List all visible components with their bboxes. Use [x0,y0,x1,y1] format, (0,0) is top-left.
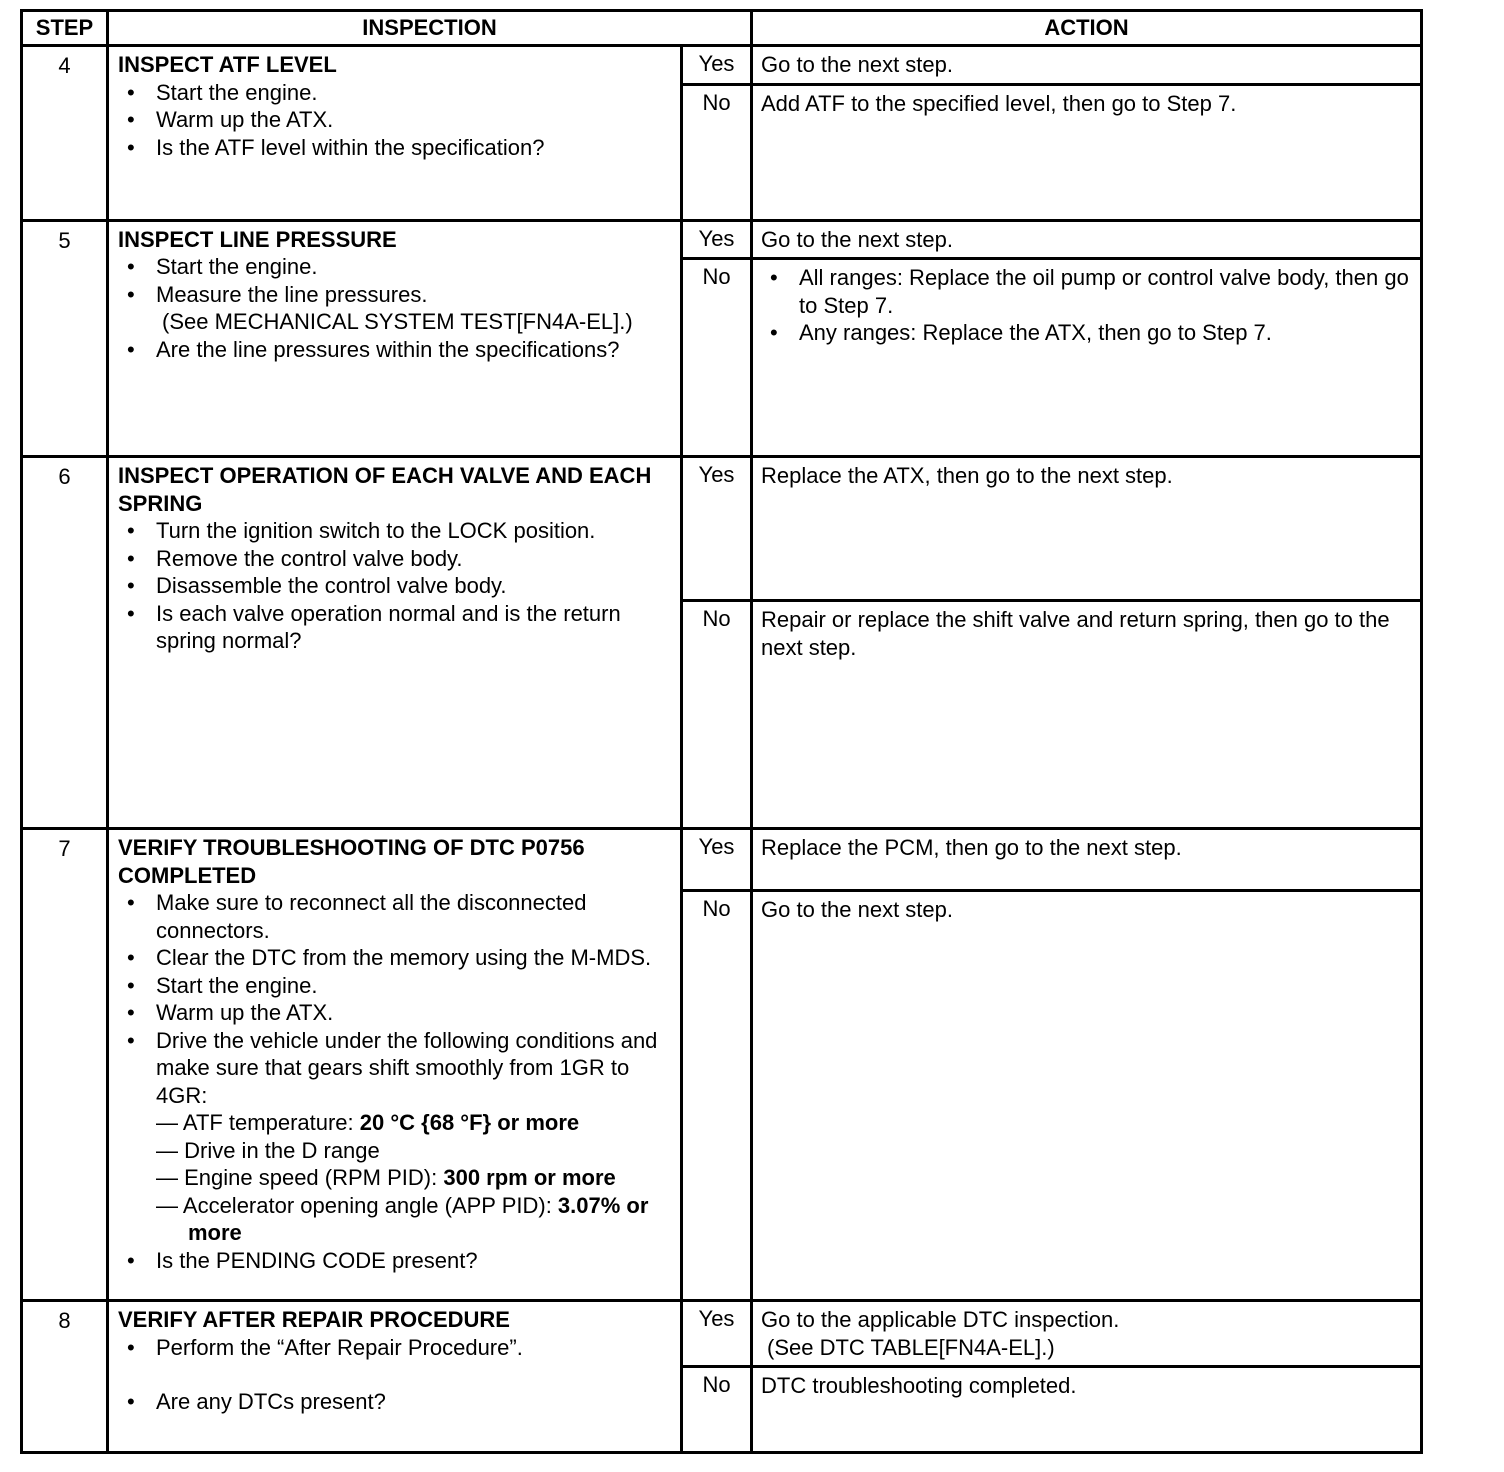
yes-action: Go to the next step. [752,46,1422,85]
yes-action: Replace the PCM, then go to the next step. [752,829,1422,891]
inspection-cell [108,829,682,1301]
list-item: • Start the engine. [118,253,676,281]
list-item: • Start the engine. [118,79,676,107]
yes-label: Yes [682,46,752,85]
no-action: Add ATF to the specified level, then go to Step 7. [752,84,1422,220]
list-item: • Is the ATF level within the specification? [118,134,676,162]
inspection-cell [108,457,682,829]
reference-link[interactable]: (See MECHANICAL SYSTEM TEST[FN4A-EL].) [162,309,633,334]
inspection-cell [108,46,682,221]
condition-label: — Drive in the D range [156,1137,380,1163]
list-item: • Clear the DTC from the memory using the M-MDS. [118,944,676,972]
reference-link[interactable]: (See DTC TABLE[FN4A-EL].) [767,1334,1055,1360]
no-action: Go to the next step. [752,891,1422,1301]
step-number: 8 [22,1301,108,1453]
list-item [118,281,676,336]
list-item: • Remove the control valve body. [118,545,676,573]
inspection-title: VERIFY AFTER REPAIR PROCEDURE [118,1307,510,1332]
condition-item [156,1137,676,1165]
conditions-list [156,1109,676,1247]
list-item: • All ranges: Replace the oil pump or control valve body, then go to Step 7. [761,264,1414,319]
inspection-list [118,253,676,363]
list-item: • Make sure to reconnect all the disconnected connectors. [118,889,676,944]
yes-action [752,1301,1422,1367]
step-number: 4 [22,46,108,221]
yes-label: Yes [682,829,752,891]
step-number: 7 [22,829,108,1301]
list-item: • Perform the “After Repair Procedure”. [118,1334,676,1362]
list-item-text: • Measure the line pressures. [156,281,428,307]
inspection-title: INSPECT OPERATION OF EACH VALVE AND EACH SPRING [118,463,652,516]
condition-label: — Accelerator opening angle (APP PID): [156,1192,558,1218]
yes-label: Yes [682,1301,752,1367]
step-row-4-yes [22,46,1422,85]
inspection-title: INSPECT ATF LEVEL [118,52,337,77]
inspection-title: INSPECT LINE PRESSURE [118,226,397,252]
inspection-list [118,517,676,655]
list-item: • Turn the ignition switch to the LOCK position. [118,517,676,545]
step-number: 6 [22,457,108,829]
inspection-cell [108,220,682,457]
list-item: • Warm up the ATX. [118,106,676,134]
inspection-list [118,889,676,1274]
list-item: • Start the engine. [118,972,676,1000]
no-label: No [682,891,752,1301]
inspection-cell [108,1301,682,1453]
yes-action: Replace the ATX, then go to the next step. [752,457,1422,601]
no-label: No [682,84,752,220]
condition-item [156,1164,676,1192]
list-item: • Is the PENDING CODE present? [118,1247,676,1275]
list-item: • Disassemble the control valve body. [118,572,676,600]
list-item [118,1027,676,1247]
no-label: No [682,601,752,829]
header-action: ACTION [752,11,1422,46]
no-label: No [682,259,752,457]
list-item: • Are any DTCs present? [118,1388,676,1416]
condition-item [156,1192,676,1247]
step-row-8-yes [22,1301,1422,1367]
condition-label: — Engine speed (RPM PID): [156,1165,444,1190]
inspection-title: VERIFY TROUBLESHOOTING OF DTC P0756 COMPLETED [118,835,585,888]
header-row [22,11,1422,46]
header-step: STEP [22,11,108,46]
list-item: • Warm up the ATX. [118,999,676,1027]
step-row-6-yes [22,457,1422,601]
troubleshooting-table [20,9,1423,1454]
condition-item [156,1109,676,1137]
condition-value: 300 rpm or more [443,1165,616,1190]
list-item-text: • Drive the vehicle under the following conditions and make sure that gears shift smoothly from 1GR to 4GR: [156,1027,658,1108]
list-item: • Is each valve operation normal and is the return spring normal? [118,600,676,655]
yes-action-text: Go to the applicable DTC inspection. [761,1307,1120,1332]
condition-value: 20 °C {68 °F} or more [359,1110,580,1135]
no-action [752,259,1422,457]
inspection-list [118,79,676,162]
no-label: No [682,1367,752,1453]
no-action: Repair or replace the shift valve and return spring, then go to the next step. [752,601,1422,829]
no-action: DTC troubleshooting completed. [752,1367,1422,1453]
action-list [761,264,1414,347]
condition-value: 3.07% or more [188,1192,649,1245]
yes-action: Go to the next step. [752,220,1422,259]
yes-label: Yes [682,220,752,259]
inspection-list [118,1334,676,1416]
condition-label: — ATF temperature: [156,1110,360,1135]
step-number: 5 [22,220,108,457]
list-item: • Are the line pressures within the specifications? [118,336,676,364]
header-inspection: INSPECTION [108,11,752,46]
step-row-5-yes [22,220,1422,259]
yes-label: Yes [682,457,752,601]
step-row-7-yes [22,829,1422,891]
list-item: • Any ranges: Replace the ATX, then go to Step 7. [761,319,1414,347]
